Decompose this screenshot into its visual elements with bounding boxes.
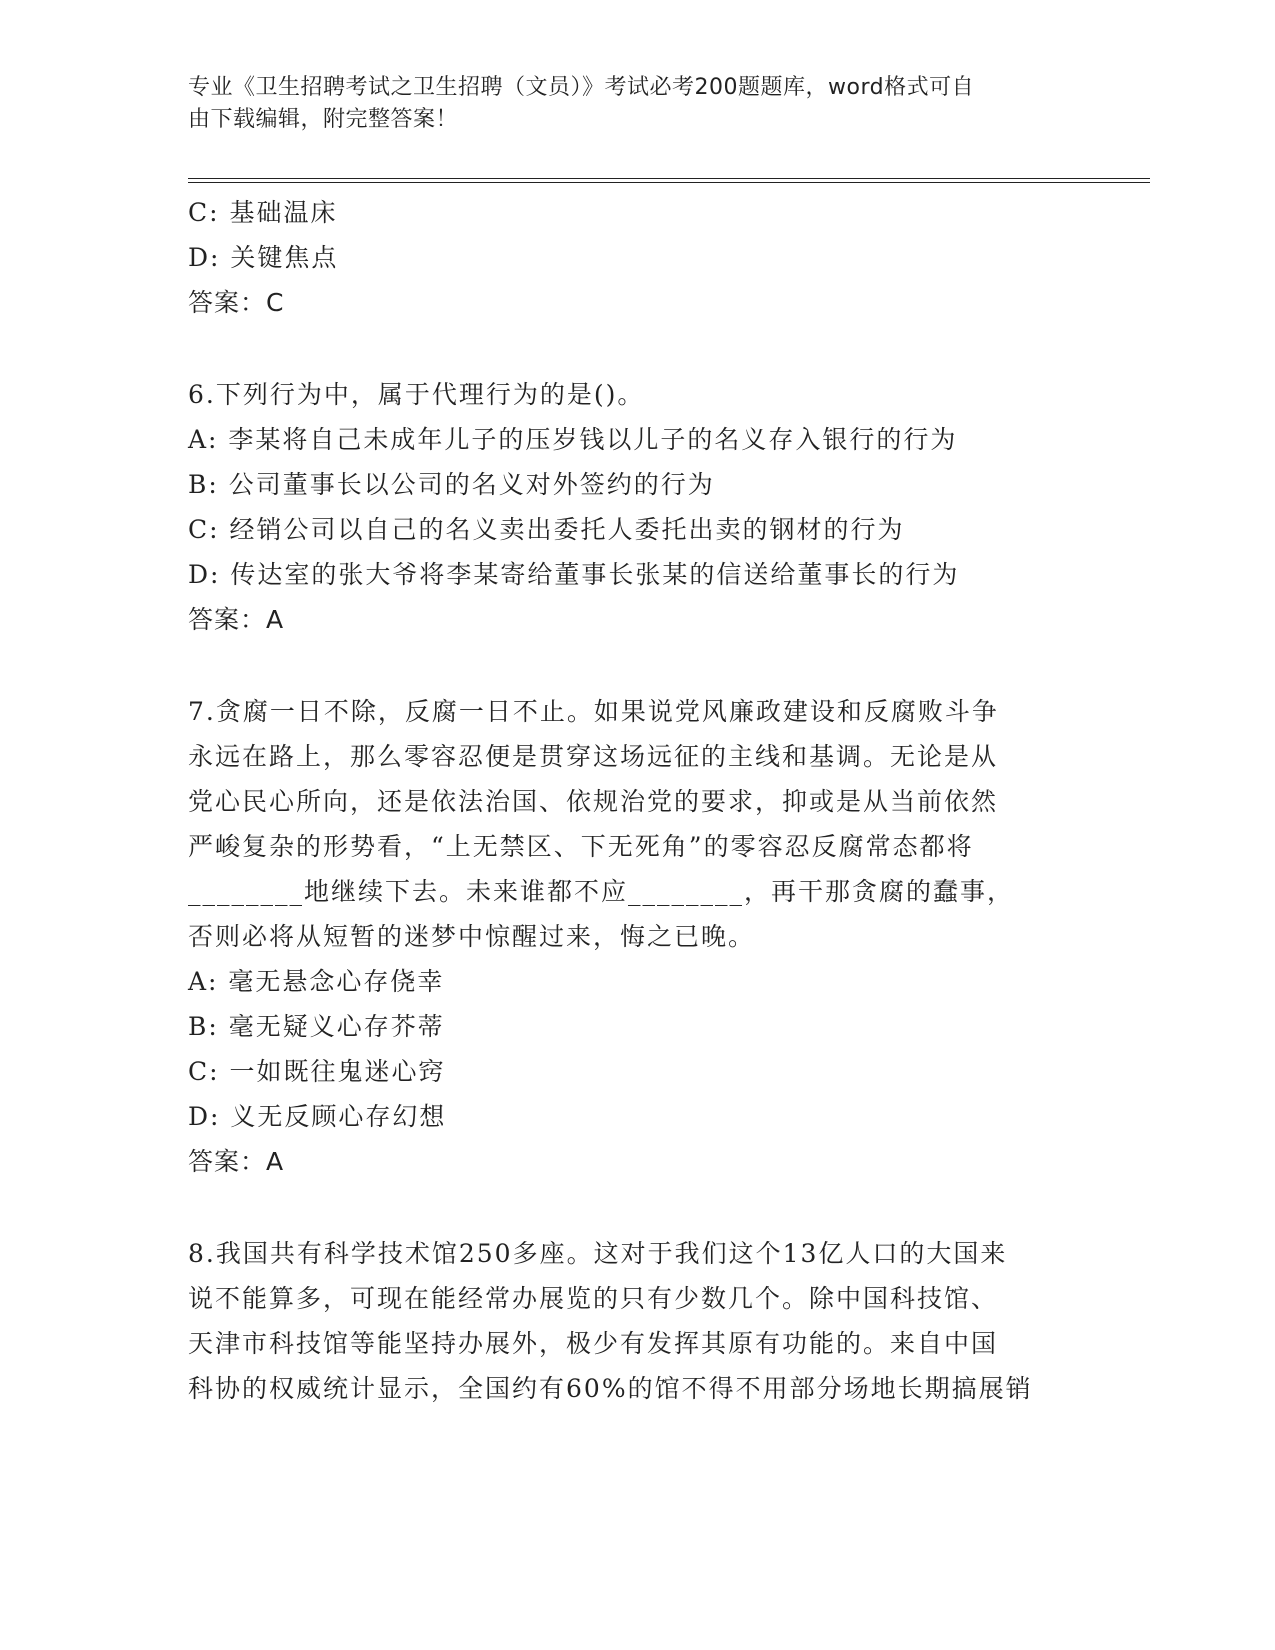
question-7 bbox=[188, 689, 1088, 1184]
question-5 bbox=[188, 190, 1088, 325]
question-stem-line: 说不能算多，可现在能经常办展览的只有少数几个。除中国科技馆、 bbox=[188, 1284, 999, 1313]
option-c: C: 基础温床 bbox=[188, 198, 338, 227]
question-6 bbox=[188, 372, 1088, 642]
header-line-2: 由下载编辑，附完整答案！ bbox=[188, 107, 459, 132]
question-stem-line: 天津市科技馆等能坚持办展外，极少有发挥其原有功能的。来自中国 bbox=[188, 1329, 999, 1358]
option-b: B: 毫无疑义心存芥蒂 bbox=[188, 1012, 445, 1041]
header-line-1: 专业《卫生招聘考试之卫生招聘（文员）》考试必考200题题库，word格式可自 bbox=[188, 75, 975, 100]
document-body bbox=[188, 190, 1088, 1411]
question-stem-line: 永远在路上，那么零容忍便是贯穿这场远征的主线和基调。无论是从 bbox=[188, 742, 999, 771]
option-d: D: 关键焦点 bbox=[188, 243, 339, 272]
header-divider bbox=[188, 178, 1150, 179]
question-stem-line: 8.我国共有科学技术馆250多座。这对于我们这个13亿人口的大国来 bbox=[188, 1239, 1008, 1268]
question-8 bbox=[188, 1231, 1088, 1411]
question-stem: 6.下列行为中，属于代理行为的是()。 bbox=[188, 380, 645, 409]
option-a: A: 李某将自己未成年儿子的压岁钱以儿子的名义存入银行的行为 bbox=[188, 425, 958, 454]
question-stem-line: ________地继续下去。未来谁都不应________，再干那贪腐的蠢事， bbox=[188, 877, 1015, 906]
question-stem-line: 否则必将从短暂的迷梦中惊醒过来，悔之已晚。 bbox=[188, 922, 756, 951]
option-a: A: 毫无悬念心存侥幸 bbox=[188, 967, 445, 996]
question-stem-line: 7.贪腐一日不除，反腐一日不止。如果说党风廉政建设和反腐败斗争 bbox=[188, 697, 999, 726]
option-c: C: 一如既往鬼迷心窍 bbox=[188, 1057, 446, 1086]
question-stem-line: 严峻复杂的形势看，“上无禁区、下无死角”的零容忍反腐常态都将 bbox=[188, 832, 974, 861]
answer: 答案：C bbox=[188, 288, 285, 317]
answer: 答案：A bbox=[188, 1147, 285, 1176]
question-stem-line: 党心民心所向，还是依法治国、依规治党的要求，抑或是从当前依然 bbox=[188, 787, 999, 816]
page-header bbox=[188, 72, 1068, 136]
question-stem-line: 科协的权威统计显示，全国约有60%的馆不得不用部分场地长期搞展销 bbox=[188, 1374, 1033, 1403]
option-b: B: 公司董事长以公司的名义对外签约的行为 bbox=[188, 470, 715, 499]
header-divider-second bbox=[188, 182, 1150, 183]
option-c: C: 经销公司以自己的名义卖出委托人委托出卖的钢材的行为 bbox=[188, 515, 905, 544]
option-d: D: 传达室的张大爷将李某寄给董事长张某的信送给董事长的行为 bbox=[188, 560, 960, 589]
option-d: D: 义无反顾心存幻想 bbox=[188, 1102, 447, 1131]
answer: 答案：A bbox=[188, 605, 285, 634]
